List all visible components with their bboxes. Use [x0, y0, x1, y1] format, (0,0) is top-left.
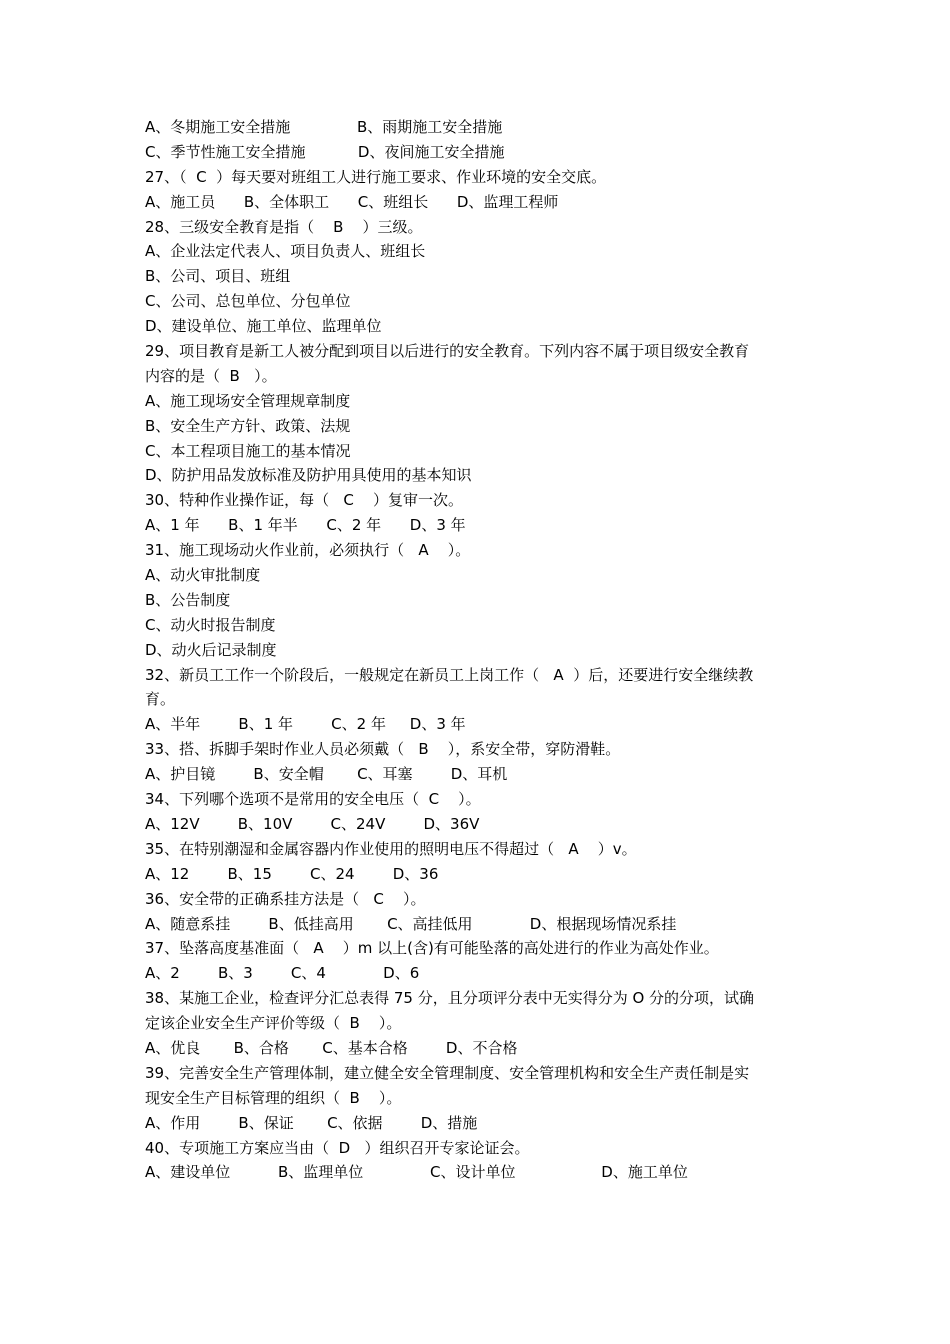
question-29-cont: 内容的是（ B ）。 — [145, 366, 277, 385]
option-29-c: C、本工程项目施工的基本情况 — [145, 441, 351, 460]
question-28: 28、三级安全教育是指（ B ）三级。 — [145, 217, 423, 236]
options-38: A、优良 B、合格 C、基本合格 D、不合格 — [145, 1038, 518, 1057]
options-36: A、随意系挂 B、低挂高用 C、高挂低用 D、根据现场情况系挂 — [145, 914, 677, 933]
question-list — [145, 115, 810, 1185]
option-31-a: A、动火审批制度 — [145, 566, 261, 585]
question-33: 33、搭、拆脚手架时作业人员必须戴（ B ），系安全带，穿防滑鞋。 — [145, 740, 621, 759]
question-38-cont: 定该企业安全生产评价等级（ B ）。 — [145, 1014, 402, 1033]
question-39: 39、完善安全生产管理体制，建立健全安全管理制度、安全管理机构和安全生产责任制是实 — [145, 1063, 750, 1082]
text-line: C、季节性施工安全措施 D、夜间施工安全措施 — [145, 142, 505, 161]
question-37: 37、坠落高度基准面（ A ）m 以上(含)有可能坠落的高处进行的作业为高处作业。 — [145, 939, 719, 958]
question-32-cont: 育。 — [145, 690, 176, 709]
option-31-b: B、公告制度 — [145, 590, 231, 609]
options-37: A、2 B、3 C、4 D、6 — [145, 964, 420, 983]
question-38: 38、某施工企业，检查评分汇总表得 75 分，且分项评分表中无实得分为 O 分的分项，试确 — [145, 989, 755, 1008]
options-39: A、作用 B、保证 C、依据 D、措施 — [145, 1113, 478, 1132]
question-31: 31、施工现场动火作业前，必须执行（ A ）。 — [145, 541, 471, 560]
option-28-a: A、企业法定代表人、项目负责人、班组长 — [145, 242, 426, 261]
option-29-a: A、施工现场安全管理规章制度 — [145, 391, 351, 410]
option-31-c: C、动火时报告制度 — [145, 615, 276, 634]
text-line: A、冬期施工安全措施 B、雨期施工安全措施 — [145, 118, 503, 136]
option-28-d: D、建设单位、施工单位、监理单位 — [145, 317, 382, 336]
question-36: 36、安全带的正确系挂方法是（ C ）。 — [145, 889, 426, 908]
question-29: 29、项目教育是新工人被分配到项目以后进行的安全教育。下列内容不属于项目级安全教育 — [145, 342, 750, 361]
option-28-c: C、公司、总包单位、分包单位 — [145, 292, 351, 311]
question-27: 27、（ C ）每天要对班组工人进行施工要求、作业环境的安全交底。 — [145, 167, 607, 186]
question-32: 32、新员工工作一个阶段后，一般规定在新员工上岗工作（ A ）后，还要进行安全继续教 — [145, 665, 754, 684]
option-29-d: D、防护用品发放标准及防护用具使用的基本知识 — [145, 466, 472, 485]
options-35: A、12 B、15 C、24 D、36 — [145, 864, 439, 883]
option-28-b: B、公司、项目、班组 — [145, 267, 291, 286]
options-34: A、12V B、10V C、24V D、36V — [145, 814, 480, 833]
options-30: A、1 年 B、1 年半 C、2 年 D、3 年 — [145, 516, 466, 535]
question-34: 34、下列哪个选项不是常用的安全电压（ C ）。 — [145, 790, 481, 809]
question-39-cont: 现安全生产目标管理的组织（ B ）。 — [145, 1088, 402, 1107]
options-27: A、施工员 B、全体职工 C、班组长 D、监理工程师 — [145, 192, 559, 211]
option-31-d: D、动火后记录制度 — [145, 640, 277, 659]
options-40: A、建设单位 B、监理单位 C、设计单位 D、施工单位 — [145, 1163, 688, 1182]
question-40: 40、专项施工方案应当由（ D ）组织召开专家论证会。 — [145, 1138, 530, 1157]
option-29-b: B、安全生产方针、政策、法规 — [145, 416, 351, 435]
options-33: A、护目镜 B、安全帽 C、耳塞 D、耳机 — [145, 765, 508, 784]
question-35: 35、在特别潮湿和金属容器内作业使用的照明电压不得超过（ A ）v。 — [145, 839, 637, 858]
question-30: 30、特种作业操作证，每（ C ）复审一次。 — [145, 491, 463, 510]
options-32: A、半年 B、1 年 C、2 年 D、3 年 — [145, 715, 466, 734]
